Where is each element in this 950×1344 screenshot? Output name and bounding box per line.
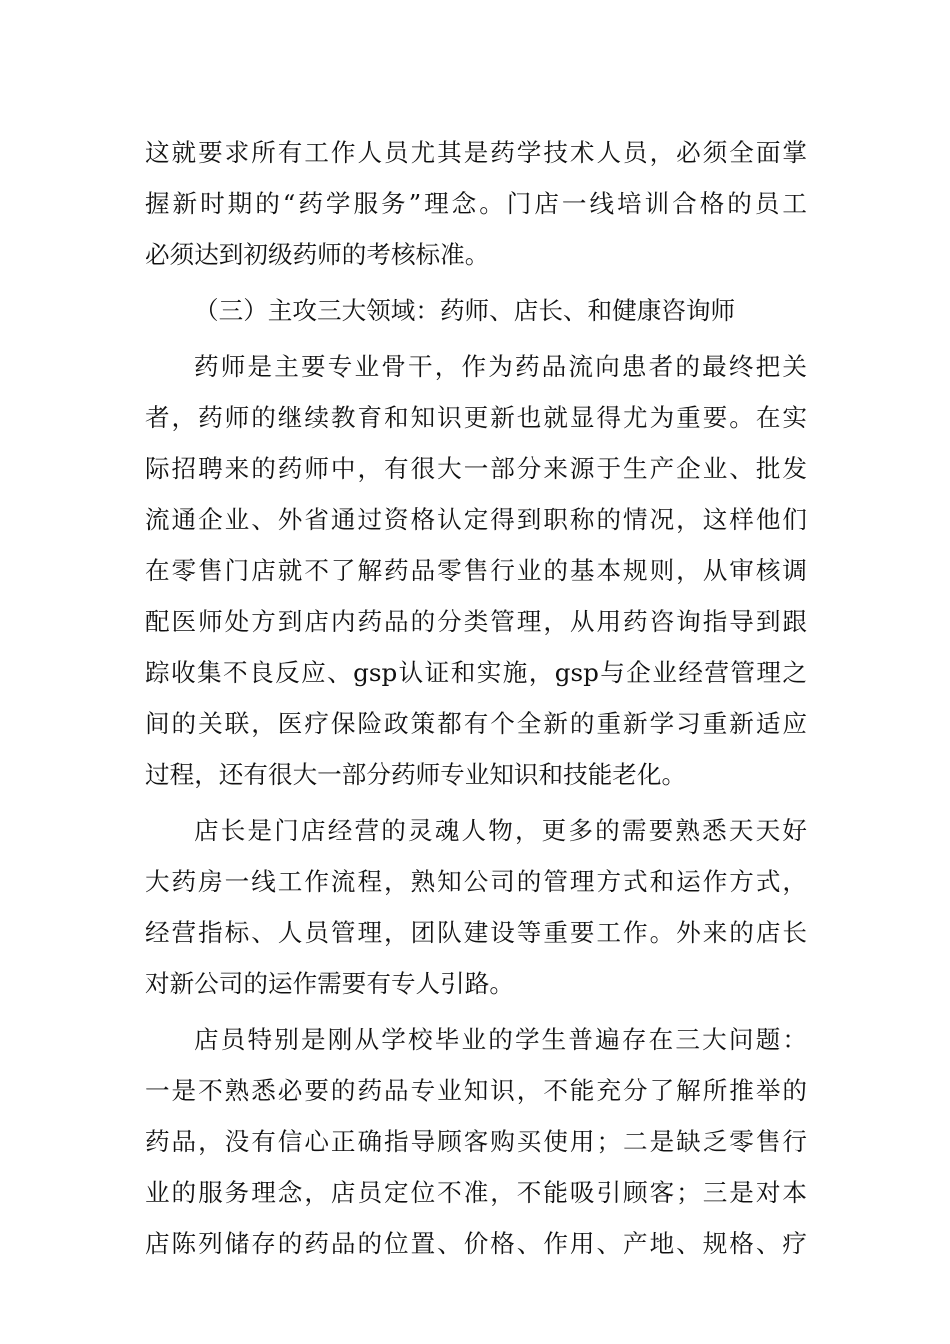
text-line: 者，药师的继续教育和知识更新也就显得尤为重要。在实 <box>145 403 807 432</box>
text-line: 际招聘来的药师中，有很大一部分来源于生产企业、批发 <box>145 454 807 483</box>
text-line: 药师是主要专业骨干，作为药品流向患者的最终把关 <box>194 352 807 381</box>
text-line: 在零售门店就不了解药品零售行业的基本规则，从审核调 <box>145 556 807 585</box>
text-line: 握新时期的“药学服务”理念。门店一线培训合格的员工 <box>145 189 807 218</box>
text-line: 流通企业、外省通过资格认定得到职称的情况，这样他们 <box>145 505 807 534</box>
text-line: 店陈列储存的药品的位置、价格、作用、产地、规格、疗 <box>145 1229 807 1258</box>
text-line: 必须达到初级药师的考核标准。 <box>145 240 490 269</box>
text-line: 经营指标、人员管理，团队建设等重要工作。外来的店长 <box>145 918 807 947</box>
text-line: 踪收集不良反应、gsp认证和实施，gsp与企业经营管理之 <box>145 658 807 687</box>
paragraph-store-clerk <box>145 1014 807 1269</box>
section-heading-text: （三）主攻三大领域：药师、店长、和健康咨询师 <box>194 296 736 325</box>
text-line: 店长是门店经营的灵魂人物，更多的需要熟悉天天好 <box>194 816 807 845</box>
text-line: 过程，还有很大一部分药师专业知识和技能老化。 <box>145 760 687 789</box>
text-line: 这就要求所有工作人员尤其是药学技术人员，必须全面掌 <box>145 138 807 167</box>
text-line: 大药房一线工作流程，熟知公司的管理方式和运作方式， <box>145 867 807 896</box>
text-line: 药品，没有信心正确指导顾客购买使用；二是缺乏零售行 <box>145 1127 807 1156</box>
text-line: 配医师处方到店内药品的分类管理，从用药咨询指导到跟 <box>145 607 807 636</box>
document-page <box>145 127 807 1274</box>
text-line: 店员特别是刚从学校毕业的学生普遍存在三大问题： <box>194 1025 807 1054</box>
text-line: 业的服务理念，店员定位不准，不能吸引顾客；三是对本 <box>145 1178 807 1207</box>
paragraph-pharmacist <box>145 341 807 800</box>
text-line: 间的关联，医疗保险政策都有个全新的重新学习重新适应 <box>145 709 807 738</box>
paragraph-store-manager <box>145 805 807 1009</box>
text-line: 对新公司的运作需要有专人引路。 <box>145 969 514 998</box>
paragraph-staff-requirements <box>145 127 807 280</box>
section-heading <box>145 285 807 336</box>
text-line: 一是不熟悉必要的药品专业知识，不能充分了解所推举的 <box>145 1076 807 1105</box>
